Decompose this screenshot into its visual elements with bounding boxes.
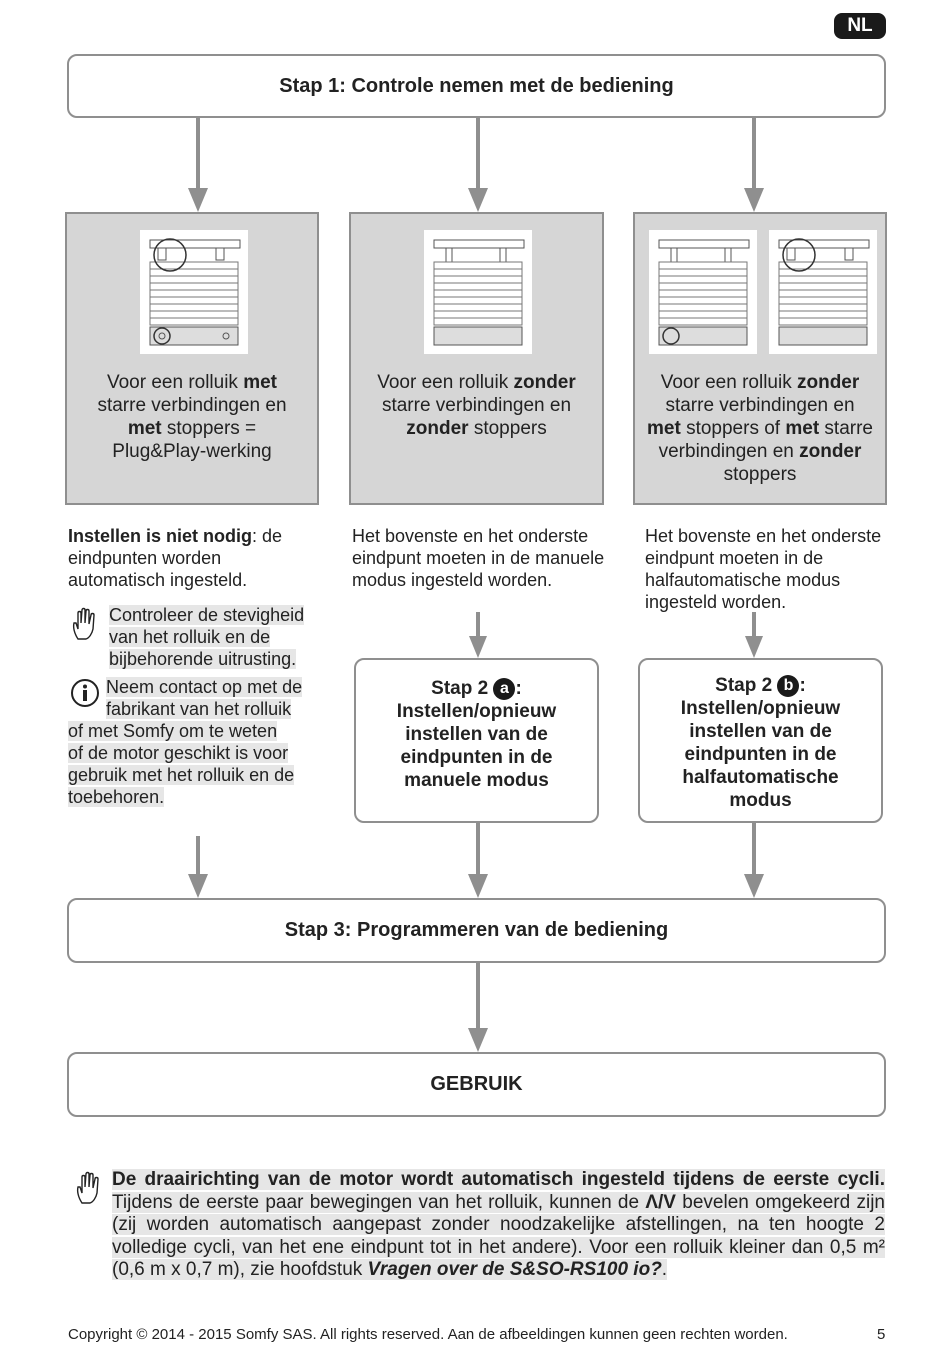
page-number: 5 (877, 1326, 886, 1343)
language-badge: NL (834, 13, 886, 39)
badge-a: a (493, 678, 515, 700)
step3-title: Stap 3: Programmeren van de bediening (284, 919, 669, 941)
rotation-note: De draairichting van de motor wordt automatisch ingesteld tijdens de eerste cycli. Tijdens de eerste paar bewegingen van het rolluik, kunnen de Λ/V bevelen omgekeerd zijn (zij worden automatisch aangepast zonder noodzakelijke afstellingen, na ten hoogte 2 volledige cycli, van het ene eindpunt tot in het andere). Voor een rolluik kleiner dan 0,5 m² (0,6 m x 0,7 m), zie hoofdstuk Vragen over de S&SO-RS100 io?. (112, 1169, 885, 1280)
step3-box (67, 898, 886, 963)
usage-title: GEBRUIK (430, 1073, 523, 1095)
info-text-1: Neem contact op met de fabrikant van het rolluik of met Somfy om te weten of de motor geschikt is voor gebruik met het rolluik en de toebehoren. (68, 677, 303, 807)
hand-warning-icon (74, 1171, 104, 1205)
badge-b: b (777, 675, 799, 697)
footer-copyright: Copyright © 2014 - 2015 Somfy SAS. All rights reserved. Aan de afbeeldingen kunnen geen rechten worden. (68, 1326, 788, 1343)
option-text-3: Voor een rolluik zonder starre verbindingen en met stoppers of met starre verbindingen en zonder stoppers (647, 372, 874, 485)
option-box-2 (349, 212, 604, 505)
step1-box (67, 54, 886, 118)
note-col-1 (68, 525, 318, 591)
step2b-box: Stap 2 b : Instellen/opnieuw instellen van de eindpunten in de halfautomatische modus (638, 658, 883, 823)
step2a-box: Stap 2 a : Instellen/opnieuw instellen van de eindpunten in de manuele modus (354, 658, 599, 823)
shutter-illustration-with-connections (769, 230, 877, 354)
option-box-3 (633, 212, 887, 505)
option-text-1: Voor een rolluik met starre verbindingen en met stoppers = Plug&Play-werking (97, 372, 287, 462)
note-col-3: Het bovenste en het onderste eindpunt moeten in de halfautomatische modus ingesteld worden. (645, 526, 882, 612)
option-text-2: Voor een rolluik zonder starre verbindingen en zonder stoppers (377, 372, 576, 439)
hand-warning-icon (70, 607, 100, 641)
shutter-illustration (140, 230, 248, 354)
note-col-2: Het bovenste en het onderste eindpunt moeten in de manuele modus ingesteld worden. (352, 526, 605, 590)
shutter-illustration (424, 230, 532, 354)
warning-text-1: Controleer de stevigheid van het rolluik en de bijbehorende uitrusting. (109, 605, 305, 669)
option-box-1 (65, 212, 319, 505)
step2a-title: Stap 2 a : (431, 678, 522, 699)
step1-title: Stap 1: Controle nemen met de bediening (279, 74, 674, 97)
note-col-1-rest: : de eindpunten worden automatisch ingesteld. (68, 526, 283, 590)
usage-box (67, 1052, 886, 1117)
shutter-illustration-with-stoppers (649, 230, 757, 354)
step2b-title: Stap 2 b : (715, 675, 806, 696)
note-col-1-bold: Instellen is niet nodig (68, 526, 253, 546)
